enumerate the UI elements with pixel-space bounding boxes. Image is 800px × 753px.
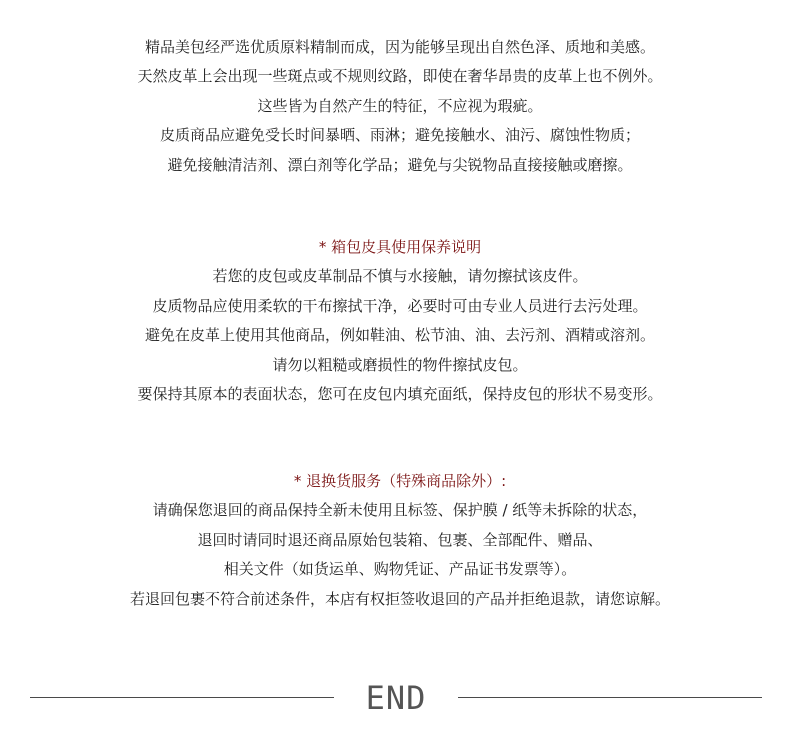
end-divider [0, 672, 800, 724]
product-material-notes [0, 33, 800, 180]
return-policy-heading: * 退换货服务（特殊商品除外）: [293, 472, 507, 490]
care-instructions-heading: * 箱包皮具使用保养说明 [318, 238, 482, 256]
care-instruction-line: 皮质物品应使用柔软的干布擦拭干净，必要时可由专业人员进行去污处理。 [152, 296, 648, 315]
divider-line-left [30, 697, 334, 698]
care-instruction-line: 要保持其原本的表面状态，您可在皮包内填充面纸，保持皮包的形状不易变形。 [137, 385, 663, 404]
material-note-line: 皮质商品应避免受长时间暴晒、雨淋；避免接触水、油污、腐蚀性物质； [159, 126, 640, 145]
material-note-line: 精品美包经严选优质原料精制而成，因为能够呈现出自然色泽、质地和美感。 [144, 38, 655, 56]
return-policy-line: 相关文件（如货运单、购物凭证、产品证书发票等）。 [223, 560, 577, 579]
care-instruction-line: 若您的皮包或皮革制品不慎与水接触，请勿擦拭该皮件。 [212, 267, 588, 286]
return-policy-line: 退回时请同时退还商品原始包装箱、包裹、全部配件、赠品、 [197, 530, 603, 549]
care-instruction-line: 避免在皮革上使用其他商品，例如鞋油、松节油、油、去污剂、酒精或溶剂。 [144, 326, 655, 345]
material-note-line: 这些皆为自然产生的特征，不应视为瑕疵。 [257, 96, 543, 115]
material-note-line: 避免接触清洁剂、漂白剂等化学品；避免与尖锐物品直接接触或磨擦。 [167, 155, 633, 174]
return-policy-section [0, 467, 800, 614]
divider-line-right [458, 697, 762, 698]
return-policy-line: 若退回包裹不符合前述条件，本店有权拒签收退回的产品并拒绝退款，请您谅解。 [129, 589, 670, 608]
care-instructions-section [0, 233, 800, 409]
return-policy-line: 请确保您退回的商品保持全新未使用且标签、保护膜 / 纸等未拆除的状态， [152, 501, 648, 520]
care-instruction-line: 请勿以粗糙或磨损性的物件擦拭皮包。 [272, 355, 528, 374]
material-note-line: 天然皮革上会出现一些斑点或不规则纹路，即使在奢华昂贵的皮革上也不例外。 [137, 67, 663, 86]
end-label: END [365, 679, 427, 717]
